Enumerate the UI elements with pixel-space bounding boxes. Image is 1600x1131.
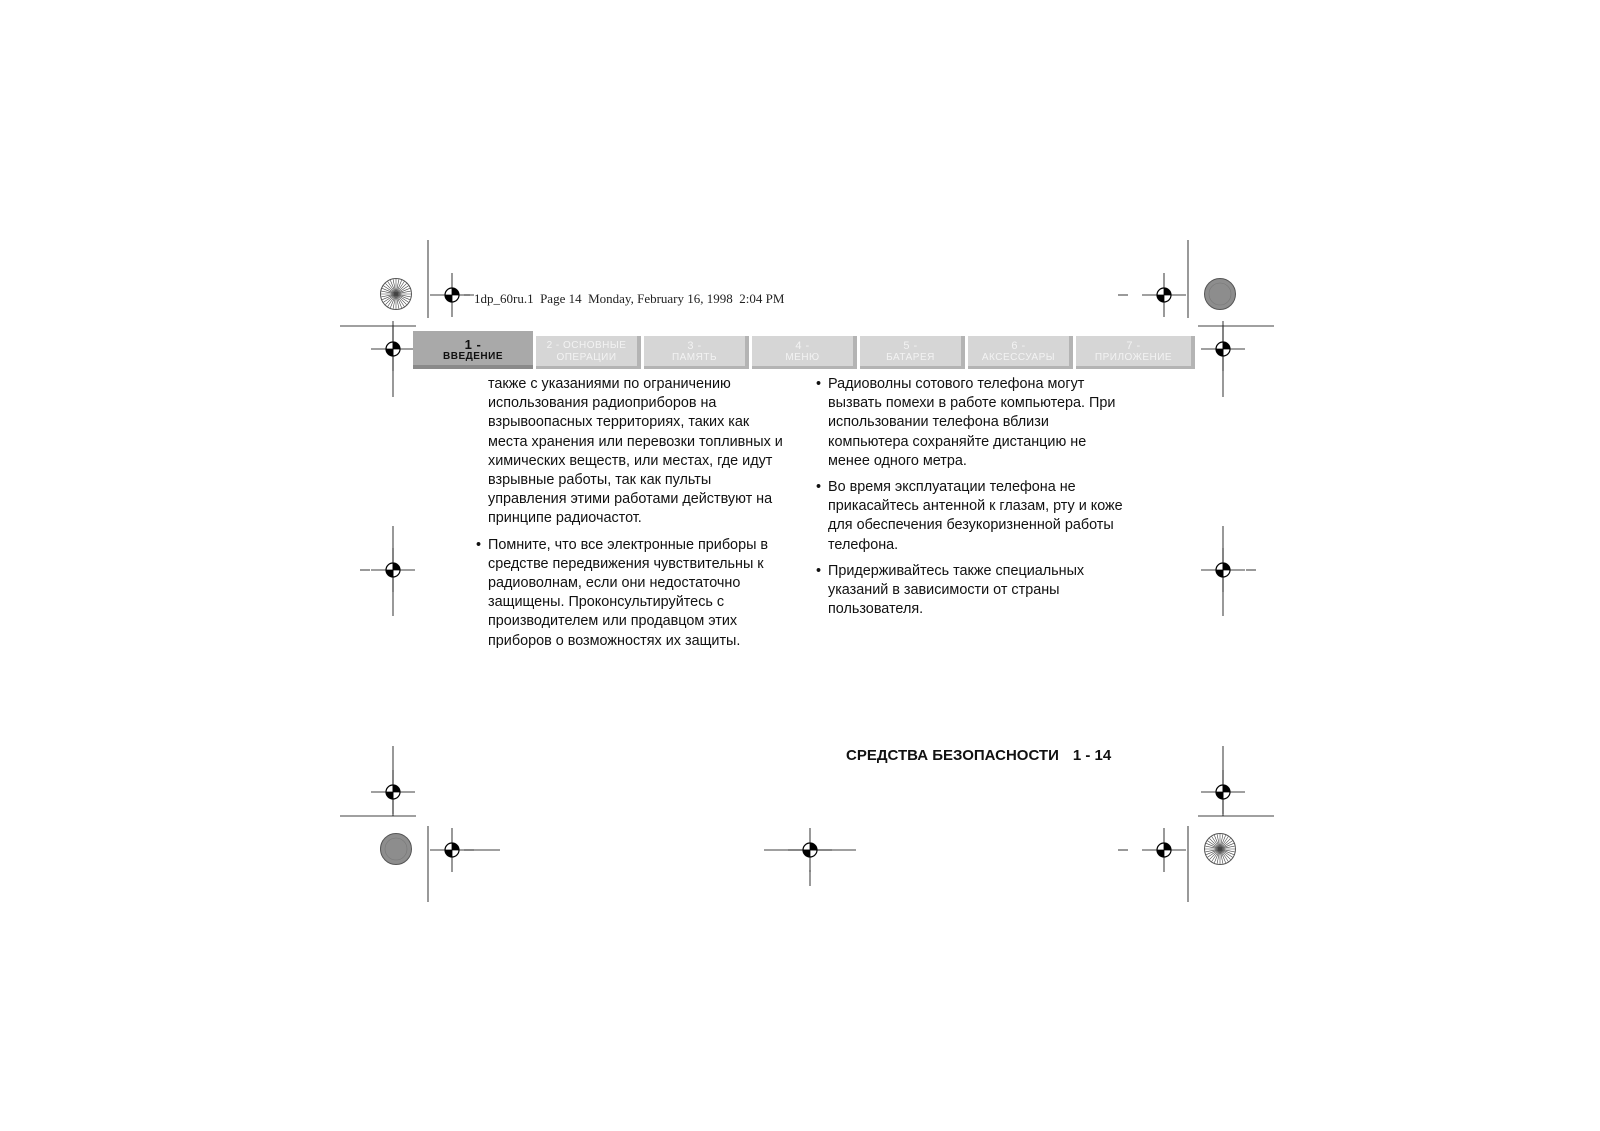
- section-title: СРЕДСТВА БЕЗОПАСНОСТИ: [846, 747, 1059, 764]
- tab-label: ПРИЛОЖЕНИЕ: [1094, 352, 1173, 363]
- tab-accessories[interactable]: [968, 336, 1073, 369]
- bullet-icon: •: [476, 536, 482, 553]
- chapter-tab-bar: [413, 331, 1195, 371]
- bullet-text: Радиоволны сотового телефона могут вызвать помехи в работе компьютера. При использовании телефона вблизи компьютера сохраняйте дистанцию не менее одного метра.: [828, 376, 1116, 469]
- continuation-paragraph: также с указаниями по ограничению использования радиоприборов на взрывоопасных территориях, таких как места хранения или перевозки топливных и химических веществ, или местах, где идут взрывные работы, так как пульты управления этими работами действуют на принципе радиочастот.: [488, 376, 783, 527]
- page-number: 1 - 14: [1072, 747, 1112, 764]
- tab-label: МЕНЮ: [785, 352, 820, 363]
- tab-introduction[interactable]: [413, 331, 533, 369]
- bullet-icon: •: [816, 376, 822, 392]
- tab-label: АКСЕССУАРЫ: [981, 352, 1056, 363]
- tab-number: 1 -: [464, 337, 482, 352]
- bullet-text: Придерживайтесь также специальных указаний в зависимости от страны пользователя.: [828, 562, 1085, 618]
- bullet-icon: •: [816, 562, 822, 579]
- bullet-item: [476, 536, 788, 651]
- bullet-item: [816, 375, 1128, 471]
- bullet-icon: •: [816, 479, 822, 496]
- tab-number: 4 -: [795, 340, 810, 352]
- tab-label: ПАМЯТЬ: [671, 352, 718, 363]
- tab-basic-operations[interactable]: [536, 336, 641, 369]
- grey-target-icon: [381, 834, 412, 865]
- grey-target-icon: [1205, 279, 1236, 310]
- tab-label: ВВЕДЕНИЕ: [443, 351, 503, 362]
- bullet-item: [816, 562, 1128, 620]
- tab-menu[interactable]: [752, 336, 857, 369]
- text-column-left: [476, 375, 788, 658]
- page-footer: [846, 747, 1111, 764]
- tab-label: БАТАРЕЯ: [886, 352, 935, 363]
- text-column-right: [816, 375, 1128, 626]
- bullet-text: Помните, что все электронные приборы в средстве передвижения чувствительны к радиоволнам, если они недостаточно защищены. Проконсультируйтесь с производителем или продавцом этих приборов о возможностях их защиты.: [488, 536, 769, 649]
- tab-number: 6 -: [1011, 340, 1026, 352]
- tab-number: 7 -: [1126, 340, 1141, 352]
- tab-appendix[interactable]: [1076, 336, 1195, 369]
- star-target-icon: [381, 279, 412, 310]
- tab-label: 2 - ОСНОВНЫЕ ОПЕРАЦИИ: [546, 340, 627, 363]
- bullet-item: [816, 478, 1128, 555]
- tab-number: 3 -: [687, 340, 702, 352]
- tab-battery[interactable]: [860, 336, 965, 369]
- tab-number: 5 -: [903, 340, 918, 352]
- bullet-text: Во время эксплуатации телефона не прикасайтесь антенной к глазам, рту и коже для обеспечения безукоризненной работы телефона.: [828, 479, 1123, 553]
- tab-memory[interactable]: [644, 336, 749, 369]
- print-slug: 1dp_60ru.1 Page 14 Monday, February 16, 1998 2:04 PM: [474, 291, 785, 306]
- registration-mark-icon: [1142, 828, 1186, 872]
- star-target-icon: [1205, 834, 1236, 865]
- registration-mark-icon: [1142, 273, 1186, 317]
